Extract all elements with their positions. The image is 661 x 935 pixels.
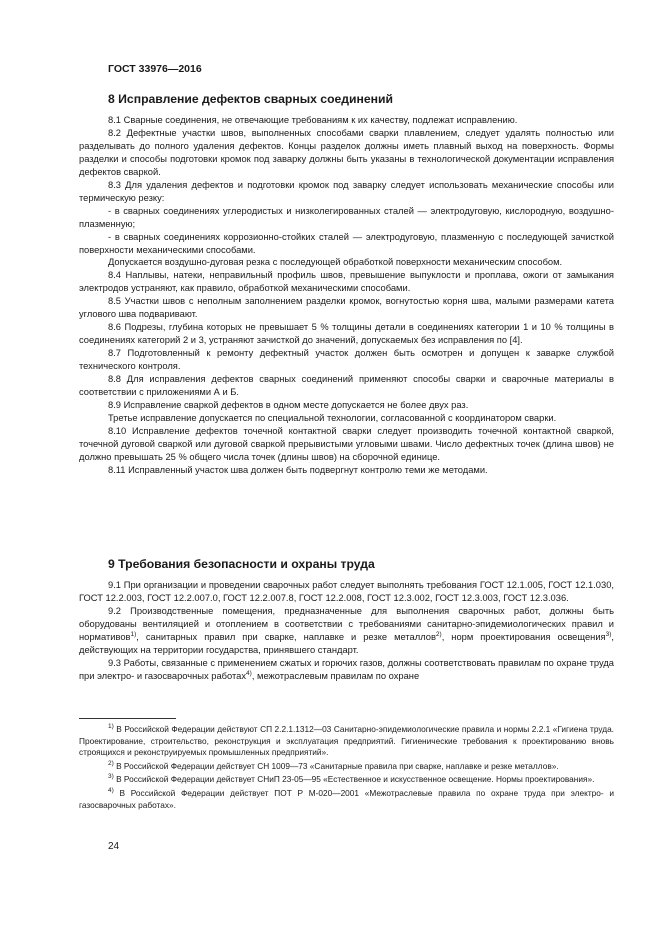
paragraph: 8.1 Сварные соединения, не отвечающие требованиям к их качеству, подлежат исправлению. [108, 115, 518, 125]
footnote: $^{4)}$ В Российской Федерации действует ПОТ Р М-020—2001 «Межотраслевые правила по охране труда при электро- и газосварочных работах». [79, 786, 614, 810]
standard-header: ГОСТ 33976—2016 [108, 63, 202, 75]
list-item: - в сварных соединениях коррозионно-стойких сталей — электродуговую, плазменную с последующей зачисткой поверхности механическими способами. [79, 231, 614, 255]
paragraph: 8.7 Подготовленный к ремонту дефектный участок должен быть осмотрен и допущен к заварке службой технического контроля. [79, 348, 614, 372]
footnote: $^{1)}$ В Российской Федерации действуют СП 2.2.1.1312—03 Санитарно-эпидемиологические правила и нормы 2.2.1 «Гигиена труда. Проектирование, строительство, реконструкция и эксплуатация предприятий. Гигиенические требования к проектированию вновь строящихся и реконструируемых промышленных предприятий». [79, 723, 614, 758]
list-item: - в сварных соединениях углеродистых и низколегированных сталей — электродуговую, кислородную, воздушно-плазменную; [79, 205, 614, 229]
paragraph: 9.1 При организации и проведении сварочных работ следует выполнять требования ГОСТ 12.1.005, ГОСТ 12.1.030, ГОСТ 12.2.003, ГОСТ 12.2.007.0, ГОСТ 12.2.007.8, ГОСТ 12.2.008, ГОСТ 12.3.002, ГОСТ 12.3.003, ГОСТ 12.3.036. [79, 580, 614, 603]
section-8-title: 8 Исправление дефектов сварных соединений [108, 92, 394, 106]
paragraph: Третье исправление допускается по специальной технологии, согласованной с координатором сварки. [108, 412, 557, 423]
section-8 [79, 92, 614, 477]
footnote-ref: 2) [435, 630, 442, 638]
paragraph: 8.8 Для исправления дефектов сварных соединений применяют способы сварки и сварочные материалы в соответствии с приложениями А и Б. [79, 374, 614, 398]
paragraph: 8.3 Для удаления дефектов и подготовки кромок под заварку следует использовать механические способы или термическую резку: [79, 179, 614, 203]
section-9 [79, 557, 614, 683]
paragraph: 9.3 Работы, связанные с применением сжатых и горючих газов, должны соответствовать правилам по охране труда при электро- и газосварочных работах$^{4)}$, межотраслевым правилам по охране [79, 657, 614, 681]
footnote: $^{3)}$ В Российской Федерации действует СНиП 23-05—95 «Естественное и искусственное освещение. Нормы проектирования». [108, 773, 595, 785]
footnote-ref: 1) [130, 630, 137, 638]
footnotes [79, 724, 614, 813]
page-number: 24 [108, 841, 120, 852]
footnote-divider [79, 718, 176, 719]
section-9-title: 9 Требования безопасности и охраны труда [108, 557, 375, 571]
paragraph: 8.10 Исправление дефектов точечной контактной сварки следует производить точечной контактной сваркой, точечной дуговой сваркой или дуговой сваркой прерывистыми угловыми швами. Число дефектных точек (длина швов) не должно превышать 25 % общего числа точек (длины швов) на сборочной единице. [79, 425, 614, 462]
footnote: $^{2)}$ В Российской Федерации действует СН 1009—73 «Санитарные правила при сварке, наплавке и резке металлов». [108, 759, 559, 771]
paragraph: 8.9 Исправление сваркой дефектов в одном месте допускается не более двух раз. [108, 399, 469, 410]
footnote-ref: 4) [246, 669, 252, 677]
paragraph: 8.2 Дефектные участки швов, выполненных способами сварки плавлением, следует удалять полностью или разделывать до полного удаления дефектов. Концы разделок должны иметь плавный выход на поверхность. Формы разделки и способы подготовки кромок под заварку должны быть указаны в технологической документации исправления дефектов сваркой. [79, 127, 614, 177]
paragraph: 8.5 Участки швов с неполным заполнением разделки кромок, вогнутостью корня шва, малыми размерами катета углового шва подваривают. [79, 296, 614, 320]
paragraph: 8.4 Наплывы, натеки, неправильный профиль швов, превышение выпуклости и проплава, ожоги от замыкания электродов устраняют, как правило, обработкой механическими способами. [79, 270, 614, 294]
paragraph: 9.2 Производственные помещения, предназначенные для выполнения сварочных работ, должны быть оборудованы вентиляцией и отоплением в соответствии с требованиями санитарно-эпидемиологических правил и нормативов$^{1)}$, санитарных правил при сварке, наплавке и резке металлов$^{2)}$, норм проектирования освещения$^{3)}$, действующих на территории государства, принявшего стандарт. [79, 605, 614, 655]
paragraph: 8.11 Исправленный участок шва должен быть подвергнут контролю теми же методами. [108, 464, 488, 475]
paragraph: 8.6 Подрезы, глубина которых не превышает 5 % толщины детали в соединениях категории 1 и 10 % толщины в соединениях категорий 2 и 3, устраняют зачисткой до значений, допускаемых без исправления по [4]. [79, 322, 614, 346]
paragraph: Допускается воздушно-дуговая резка с последующей обработкой поверхности механическим способом. [108, 257, 563, 268]
footnote-ref: 3) [605, 630, 612, 638]
